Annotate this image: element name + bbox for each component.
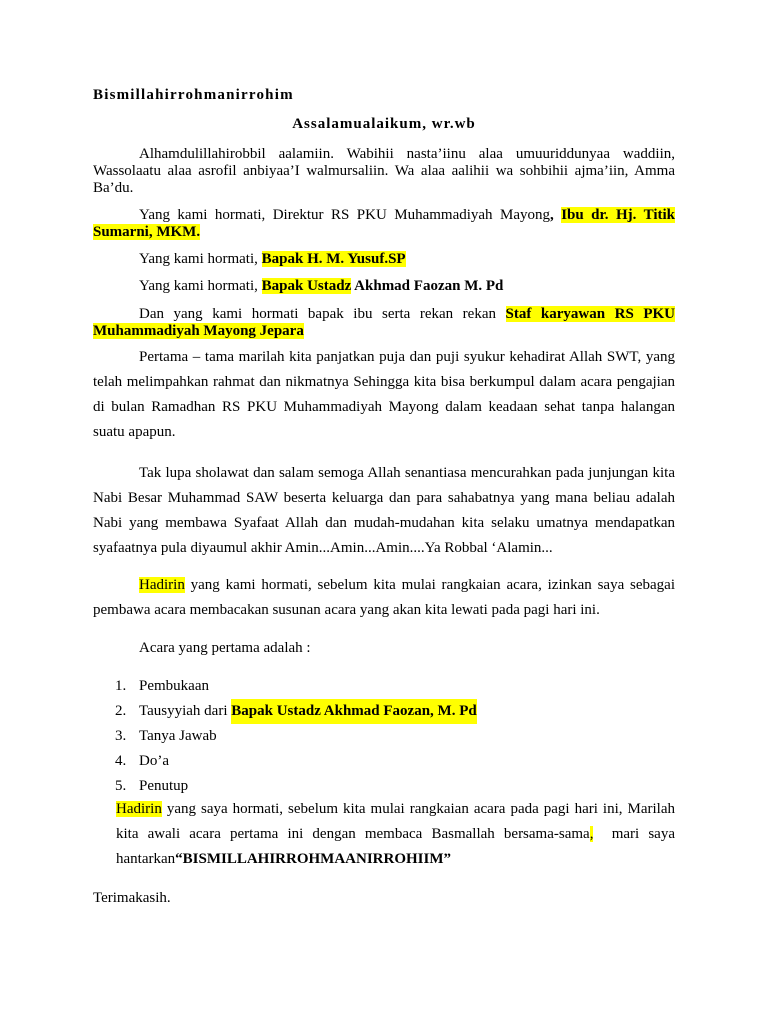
agenda-item	[93, 774, 675, 799]
salutation-prefix: Yang kami hormati, Direktur RS PKU Muhammadiyah Mayong	[139, 207, 550, 223]
hadirin-text: yang kami hormati, sebelum kita mulai rangkaian acara, izinkan saya sebagai pembawa acara membacakan susunan acara yang akan kita lewati pada pagi hari ini.	[93, 577, 675, 618]
salutation-prefix: Yang kami hormati,	[139, 251, 262, 267]
agenda-text: Tausyyiah dari	[139, 703, 232, 719]
paragraph-sholawat: Tak lupa sholawat dan salam semoga Allah senantiasa mencurahkan pada junjungan kita Nabi Besar Muhammad SAW beserta keluarga dan para sahabatnya yang mana beliau adalah Nabi yang membawa Syafaat Allah dan mudah-mudahan kita selaku umatnya mendapatkan syafaatnya pula diyaumul akhir Amin...Amin...Amin....Ya Robbal ‘Alamin...	[93, 465, 675, 556]
agenda-item	[93, 699, 675, 724]
agenda-text: Penutup	[139, 778, 189, 794]
salutation-yusuf	[93, 251, 675, 268]
salutation-rest: Akhmad Faozan M. Pd	[351, 278, 504, 294]
salutation-prefix: Dan yang kami hormati bapak ibu serta rekan rekan	[139, 306, 506, 322]
salutation-direktur	[93, 207, 675, 241]
agenda-highlight: Bapak Ustadz Akhmad Faozan, M. Pd	[231, 699, 476, 724]
paragraph-pertama: Pertama – tama marilah kita panjatkan puja dan puji syukur kehadirat Allah SWT, yang telah melimpahkan rahmat dan nikmatnya Sehingga kita bisa berkumpul dalam acara pengajian di bulan Ramadhan RS PKU Muhammadiyah Mayong dalam keadaan sehat tanpa halangan suatu apapun.	[93, 349, 675, 440]
closing-comma: ,	[589, 826, 594, 842]
agenda-item	[93, 749, 675, 774]
document-title: Bismillahirrohmanirrohim	[93, 87, 294, 103]
salutation-separator: ,	[550, 207, 562, 223]
agenda-number: 4.	[115, 753, 127, 769]
closing-basmallah: “BISMILLAHIRROHMAANIRROHIIM”	[175, 851, 451, 867]
closing-paragraph	[116, 797, 679, 872]
salutation-staf	[93, 306, 675, 340]
agenda-number: 1.	[115, 678, 127, 694]
agenda-text: Do’a	[139, 753, 169, 769]
salutation-highlight: Ibu dr. Hj. Titik Sumarni, MKM.	[93, 207, 675, 240]
agenda-number: 5.	[115, 778, 127, 794]
closing-text-2: mari saya hantarkan	[116, 826, 679, 867]
hadirin-paragraph	[93, 573, 675, 623]
closing-highlight: Hadirin	[116, 801, 162, 817]
agenda-list	[93, 674, 675, 799]
salutation-highlight: Bapak Ustadz	[261, 278, 352, 294]
agenda-number: 3.	[115, 728, 127, 744]
agenda-item	[93, 674, 675, 699]
salutation-ustadz	[93, 278, 675, 295]
terimakasih: Terimakasih.	[93, 890, 171, 906]
agenda-text: Pembukaan	[139, 678, 209, 694]
opening-paragraph: Alhamdulillahirobbil aalamiin. Wabihii nasta’iinu alaa umuuriddunyaa waddiin, Wassolaatu alaa asrofil anbiyaa’I walmursaliin. Wa alaa aalihii wa sohbihii ajma’iin, Amma Ba’du.	[93, 146, 675, 196]
closing-text: yang saya hormati, sebelum kita mulai rangkaian acara pada pagi hari ini, Marilah kita awali acara pertama ini dengan membaca Basmallah bersama-sama	[116, 801, 675, 842]
greeting-line: Assalamualaikum, wr.wb	[292, 116, 476, 132]
salutation-highlight: Bapak H. M. Yusuf.SP	[261, 251, 406, 267]
salutation-highlight: Staf karyawan RS PKU Muhammadiyah Mayong Jepara	[93, 306, 675, 339]
agenda-number: 2.	[115, 703, 127, 719]
salutation-prefix: Yang kami hormati,	[139, 278, 262, 294]
agenda-text: Tanya Jawab	[139, 728, 217, 744]
hadirin-highlight: Hadirin	[139, 577, 185, 593]
acara-intro: Acara yang pertama adalah :	[139, 640, 311, 656]
agenda-item	[93, 724, 675, 749]
